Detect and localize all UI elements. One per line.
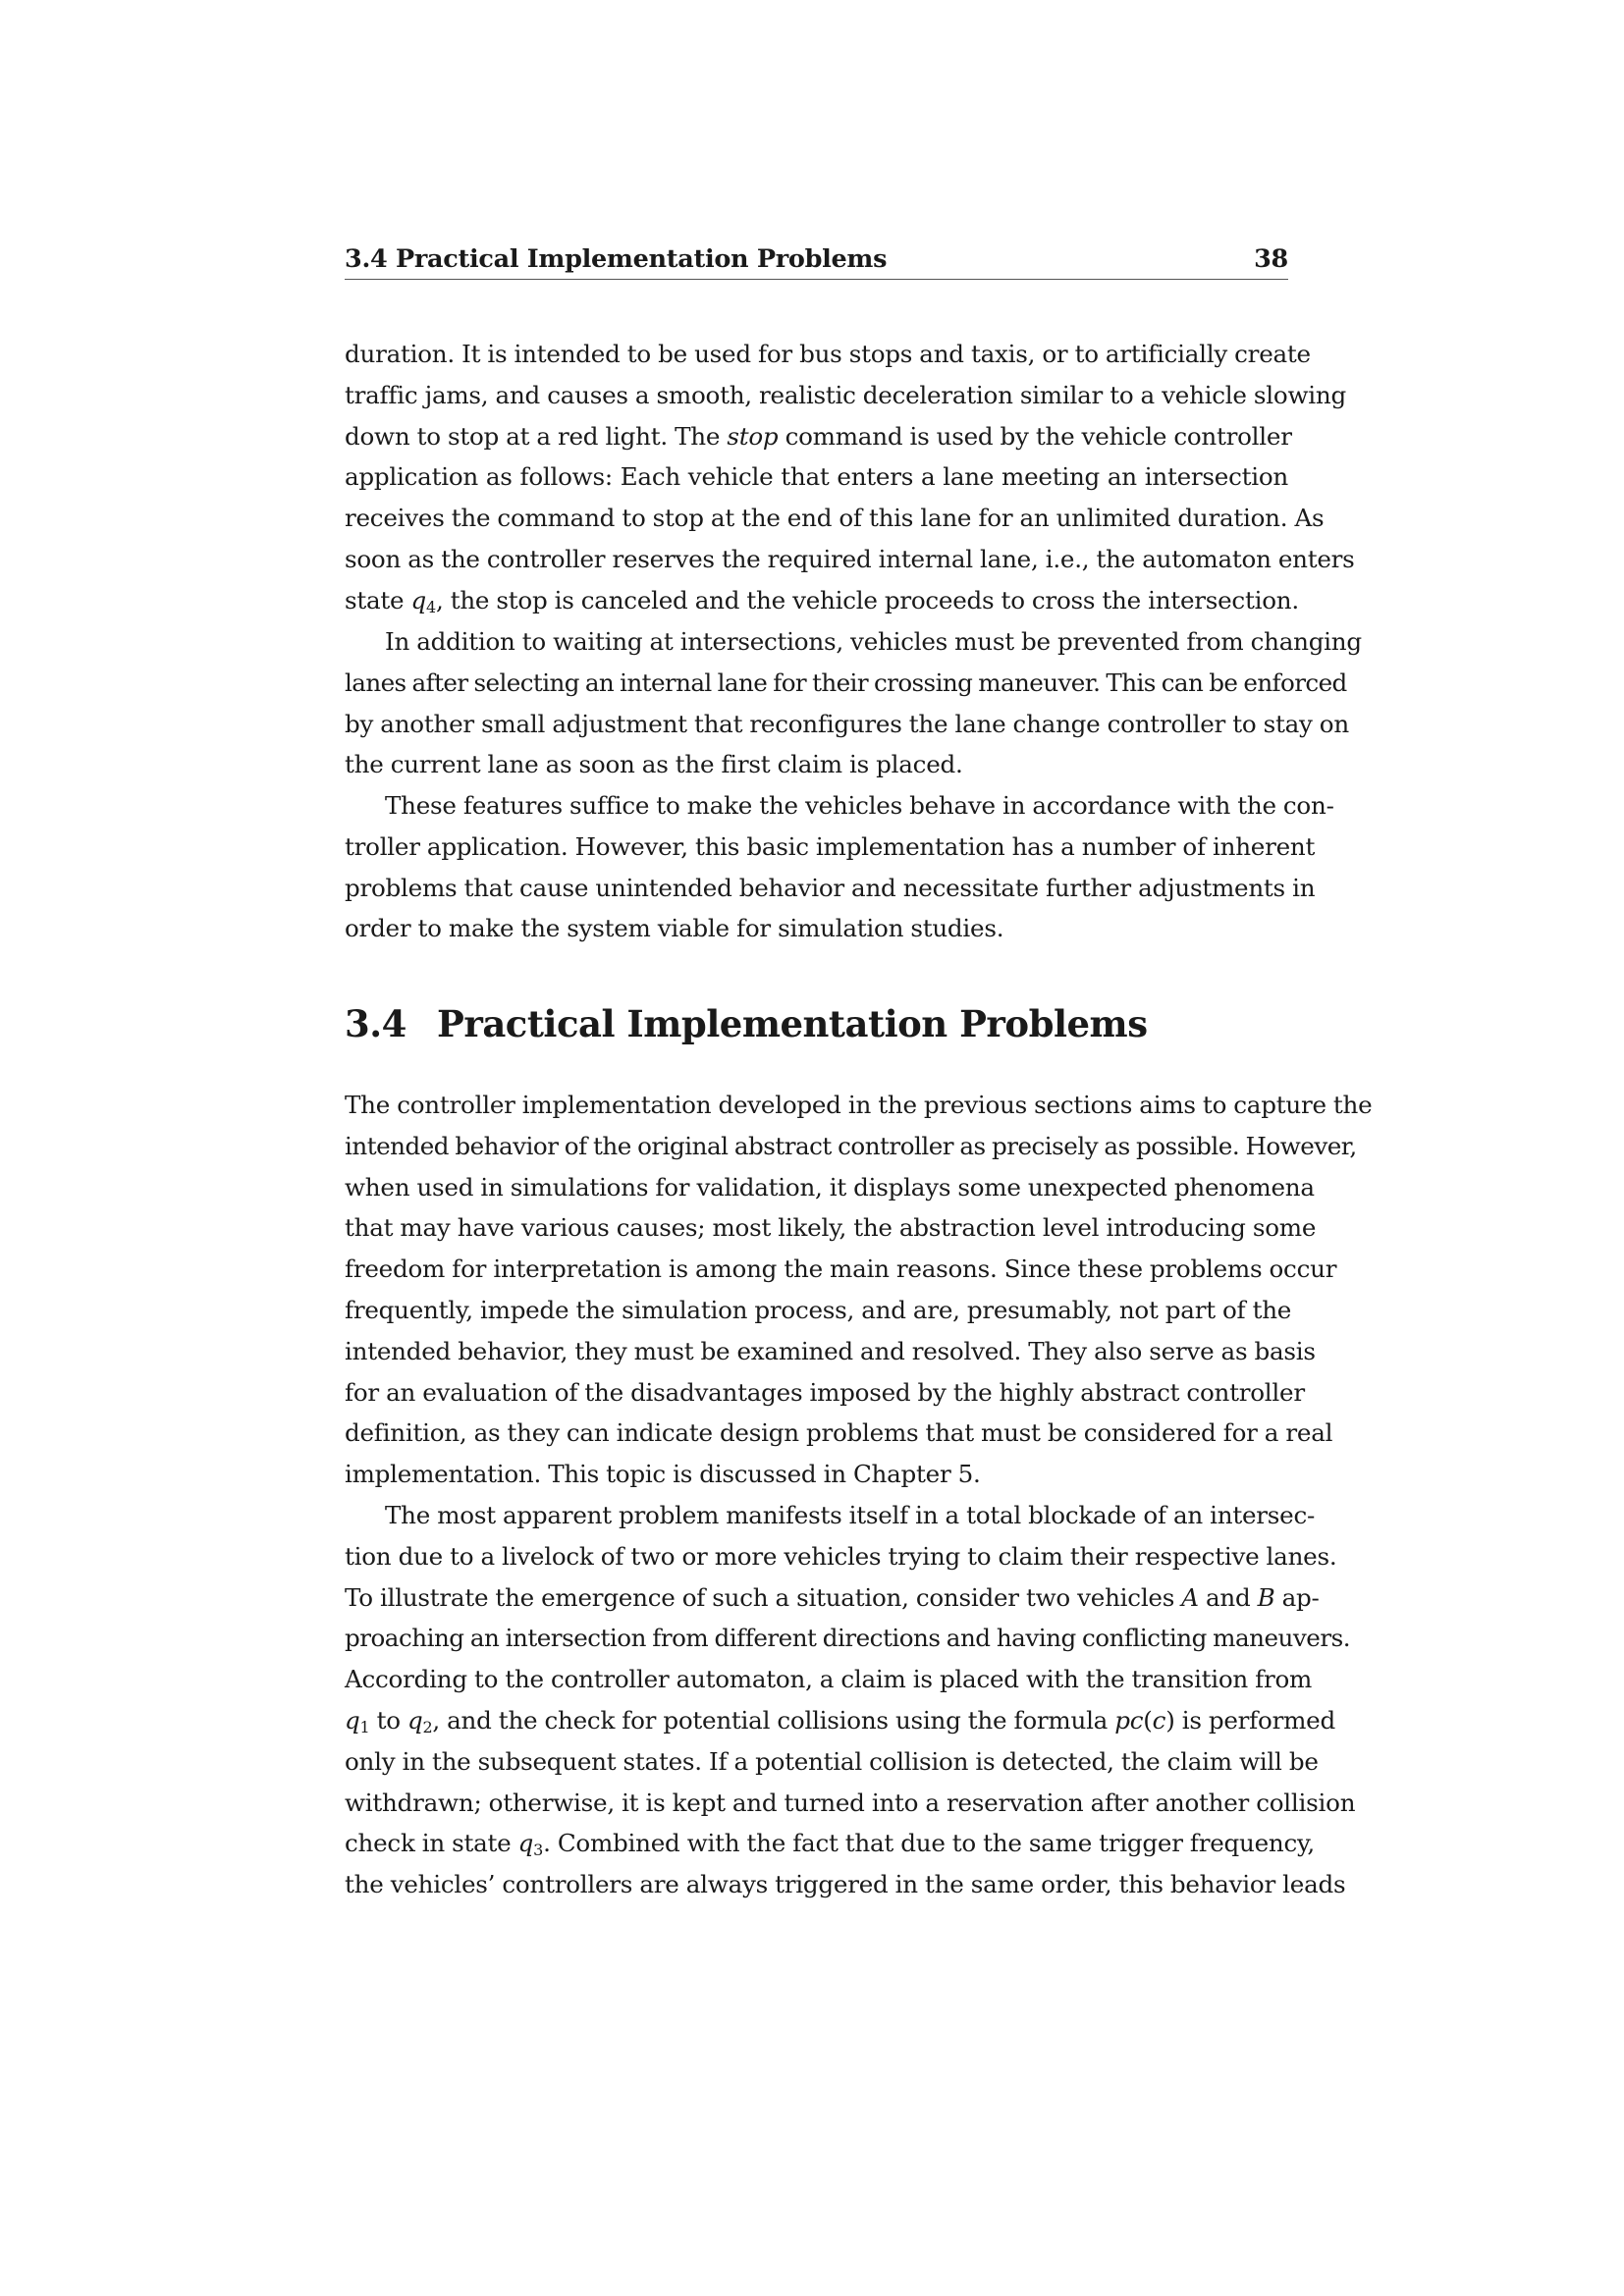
text-line: the current lane as soon as the first claim is placed. (345, 750, 963, 779)
math-variable: q (406, 1705, 423, 1735)
text-line: duration. It is intended to be used for bus stops and taxis, or to artificially create (345, 340, 1311, 368)
text-line: order to make the system viable for simulation studies. (345, 914, 1004, 943)
text-line: intended behavior, they must be examined and resolved. They also serve as basis (345, 1336, 1316, 1365)
math-variable: q (410, 585, 427, 614)
text-line: check in state $q_3$. Combined with the fact that due to the same trigger frequency, (345, 1829, 1315, 1860)
math-variable: q (517, 1829, 534, 1858)
text-line: tion due to a livelock of two or more vehicles trying to claim their respective lanes. (345, 1541, 1337, 1571)
text-line: lanes after selecting an internal lane for their crossing maneuver. This can be enforced (345, 667, 1347, 697)
math-subscript: 1 (359, 1717, 370, 1736)
text-line: implementation. This topic is discussed in Chapter 5. (345, 1460, 981, 1489)
text-line: down to stop at a red light. The stop command is used by the vehicle controller (345, 421, 1292, 451)
text-line: intended behavior of the original abstract controller as precisely as possible. However, (345, 1131, 1357, 1160)
text-line: soon as the controller reserves the required internal lane, i.e., the automaton enters (345, 544, 1355, 573)
math-variable: c (1152, 1705, 1166, 1735)
paragraph (345, 1085, 1373, 1495)
text-line: These features suffice to make the vehicles behave in accordance with the con- (385, 791, 1334, 820)
text-line: state $q_4$, the stop is canceled and the vehicle proceeds to cross the intersection. (345, 585, 1299, 616)
math-subscript: 3 (533, 1841, 544, 1860)
text-line: only in the subsequent states. If a potential collision is detected, the claim will be (345, 1746, 1319, 1776)
text-line: problems that cause unintended behavior and necessitate further adjustments in (345, 873, 1316, 902)
running-head (345, 241, 1288, 280)
text-line: the vehicles’ controllers are always triggered in the same order, this behavior leads (345, 1870, 1346, 1899)
text-line: To illustrate the emergence of such a situation, consider two vehicles A and B ap- (345, 1582, 1320, 1612)
text-line: receives the command to stop at the end of this lane for an unlimited duration. As (345, 504, 1325, 533)
paragraph (345, 1495, 1356, 1905)
text-line: traffic jams, and causes a smooth, realistic deceleration similar to a vehicle slowing (345, 380, 1346, 409)
text-line: application as follows: Each vehicle that enters a lane meeting an intersection (345, 462, 1288, 492)
section-number: 3.4 (345, 1002, 406, 1045)
text-line: definition, as they can indicate design problems that must be considered for a real (345, 1418, 1333, 1448)
text-line: frequently, impede the simulation process, and are, presumably, not part of the (345, 1295, 1292, 1324)
paragraph-continuation (345, 334, 1355, 621)
text-line: proaching an intersection from different directions and having conflicting maneuvers. (345, 1624, 1351, 1653)
italic-term: stop (727, 421, 779, 451)
text-line: troller application. However, this basic implementation has a number of inherent (345, 831, 1316, 861)
math-variable: B (1257, 1582, 1275, 1612)
text-line: In addition to waiting at intersections, vehicles must be prevented from changing (385, 627, 1362, 656)
math-variable: A (1181, 1582, 1199, 1612)
section-title: Practical Implementation Problems (437, 1002, 1148, 1045)
text-line: $q_1$ to $q_2$, and the check for potential collisions using the formula pc(c) is performed (345, 1705, 1335, 1736)
running-head-title: 3.4 Practical Implementation Problems (345, 244, 888, 274)
text-line: The most apparent problem manifests itself in a total blockade of an intersec- (385, 1501, 1316, 1529)
text-line: The controller implementation developed in the previous sections aims to capture the (345, 1091, 1373, 1119)
math-function: pc (1114, 1705, 1144, 1735)
text-line: According to the controller automaton, a claim is placed with the transition from (345, 1665, 1313, 1694)
text-line: when used in simulations for validation, it displays some unexpected phenomena (345, 1172, 1315, 1201)
text-line: by another small adjustment that reconfigures the lane change controller to stay on (345, 709, 1349, 738)
section-heading (345, 1001, 1148, 1046)
math-subscript: 4 (426, 597, 436, 616)
paragraph (345, 621, 1362, 785)
text-line: freedom for interpretation is among the main reasons. Since these problems occur (345, 1255, 1337, 1284)
text-line: withdrawn; otherwise, it is kept and turned into a reservation after another collision (345, 1788, 1356, 1817)
text-line: for an evaluation of the disadvantages imposed by the highly abstract controller (345, 1377, 1305, 1407)
math-variable: q (345, 1705, 360, 1735)
paragraph (345, 785, 1334, 949)
math-subscript: 2 (422, 1717, 433, 1736)
text-line: that may have various causes; most likely, the abstraction level introducing some (345, 1213, 1317, 1243)
page-number: 38 (1254, 244, 1288, 274)
